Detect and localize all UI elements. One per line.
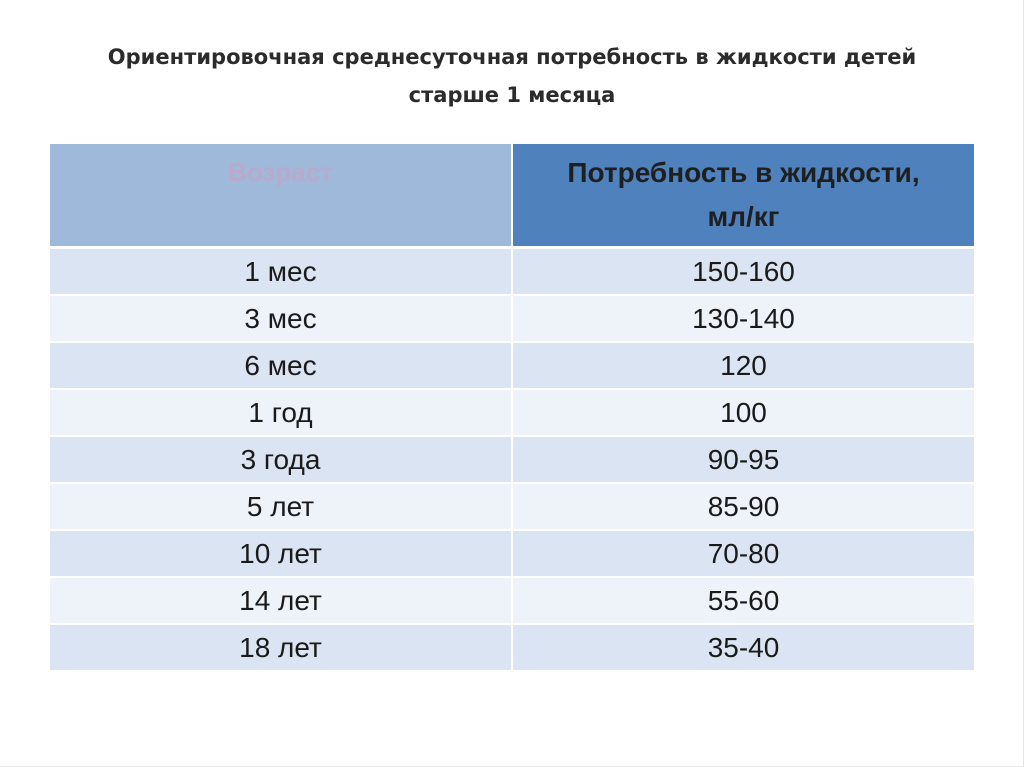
column-header-age: Возраст: [50, 144, 512, 248]
age-cell: 1 год: [50, 389, 512, 436]
table-row: [50, 577, 974, 624]
table-row: [50, 342, 974, 389]
age-cell: 6 мес: [50, 342, 512, 389]
table-row: [50, 483, 974, 530]
fluid-need-cell: 70-80: [512, 530, 974, 577]
table-row: [50, 624, 974, 671]
table-body: [50, 248, 974, 672]
column-header-fluid-need: [512, 144, 974, 248]
slide-title-line-1: Ориентировочная среднесуточная потребность в жидкости детей: [107, 45, 917, 69]
slide-title-line-2: старше 1 месяца: [408, 83, 616, 107]
fluid-need-cell: 35-40: [512, 624, 974, 671]
age-cell: 3 мес: [50, 295, 512, 342]
column-header-fluid-need-line-2: мл/кг: [707, 201, 780, 232]
age-cell: 3 года: [50, 436, 512, 483]
fluid-need-cell: 55-60: [512, 577, 974, 624]
slide-title: [40, 38, 984, 114]
fluid-need-cell: 120: [512, 342, 974, 389]
fluid-need-cell: 150-160: [512, 248, 974, 296]
table-row: [50, 436, 974, 483]
fluid-need-cell: 90-95: [512, 436, 974, 483]
age-cell: 10 лет: [50, 530, 512, 577]
column-header-fluid-need-line-1: Потребность в жидкости,: [567, 157, 920, 188]
age-cell: 1 мес: [50, 248, 512, 296]
fluid-need-cell: 100: [512, 389, 974, 436]
age-cell: 5 лет: [50, 483, 512, 530]
table-row: [50, 530, 974, 577]
age-cell: 14 лет: [50, 577, 512, 624]
table-row: [50, 295, 974, 342]
age-cell: 18 лет: [50, 624, 512, 671]
table-row: [50, 248, 974, 296]
table-header: [50, 144, 974, 248]
table-header-row: [50, 144, 974, 248]
fluid-requirement-table: [50, 144, 974, 672]
fluid-need-cell: 130-140: [512, 295, 974, 342]
fluid-need-cell: 85-90: [512, 483, 974, 530]
table-row: [50, 389, 974, 436]
